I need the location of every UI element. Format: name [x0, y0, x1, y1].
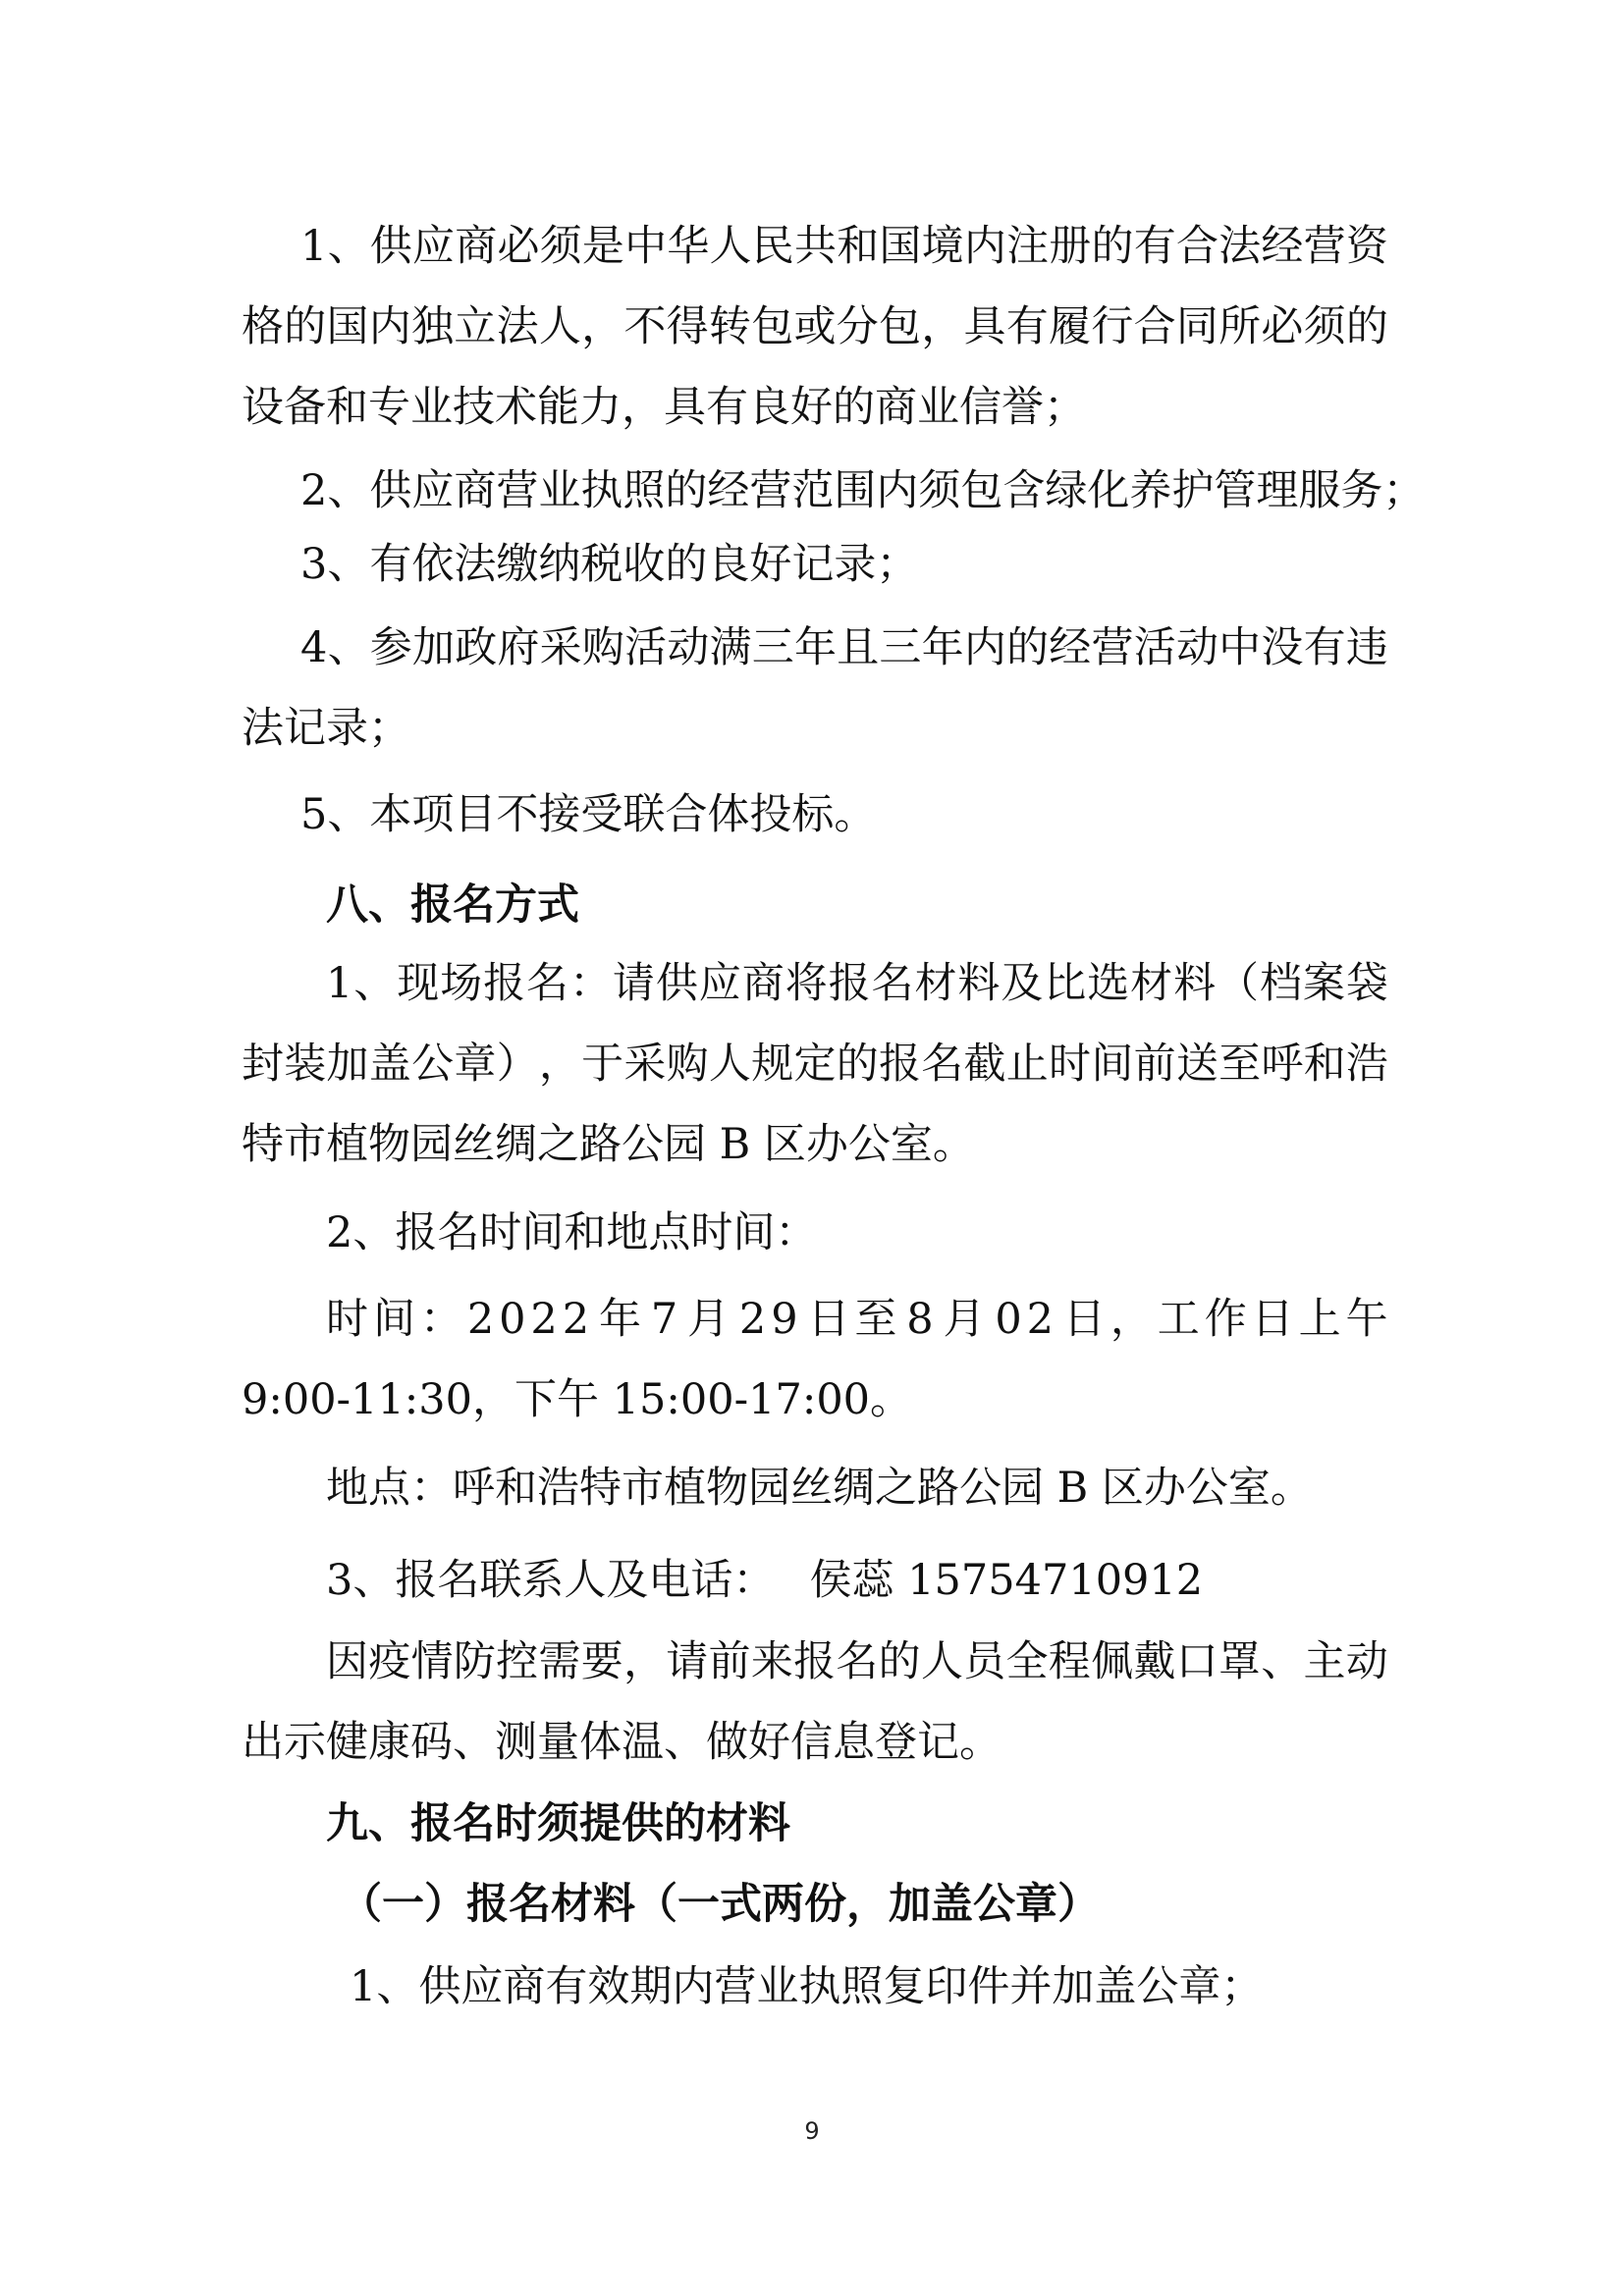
subsection-heading-1: （一）报名材料（一式两份，加盖公章） [340, 1880, 1100, 1929]
paragraph-line-5: 3、有依法缴纳税收的良好记录； [300, 540, 919, 589]
paragraph-line-14: 9:00-11:30，下午 15:00-17:00。 [242, 1375, 913, 1424]
paragraph-line-12: 2、报名时间和地点时间： [326, 1208, 818, 1257]
paragraph-line-3: 设备和专业技术能力，具有良好的商业信誉； [242, 383, 1086, 432]
section-heading-9: 九、报名时须提供的材料 [326, 1799, 790, 1848]
section-heading-8: 八、报名方式 [326, 881, 579, 930]
paragraph-line-13: 时 间 ： 2 0 2 2 年 7 月 2 9 日 至 8 月 0 2 日 ， 工 作 日 上 午 [326, 1295, 1388, 1344]
paragraph-line-18: 出示健康码、测量体温、做好信息登记。 [242, 1718, 1001, 1767]
paragraph-line-7: 法记录； [242, 704, 410, 753]
paragraph-line-8: 5、本项目不接受联合体投标。 [300, 790, 877, 839]
paragraph-line-1: 1 、 供 应 商 必 须 是 中 华 人 民 共 和 国 境 内 注 册 的 有 合 法 经 营 资 [300, 222, 1388, 271]
contact-line: 3、报名联系人及电话： 侯蕊 15754710912 [326, 1556, 1204, 1605]
paragraph-line-9: 1 、 现 场 报 名 ： 请 供 应 商 将 报 名 材 料 及 比 选 材 料 （ 档 案 袋 [326, 959, 1388, 1008]
paragraph-line-15: 地点：呼和浩特市植物园丝绸之路公园 B 区办公室。 [326, 1464, 1313, 1513]
paragraph-line-11: 特市植物园丝绸之路公园 B 区办公室。 [242, 1120, 975, 1169]
page-number: 9 [804, 2117, 820, 2145]
paragraph-line-4: 2、供应商营业执照的经营范围内须包含绿化养护管理服务； [300, 466, 1426, 515]
paragraph-line-21: 1、供应商有效期内营业执照复印件并加盖公章； [350, 1962, 1264, 2011]
paragraph-line-17: 因 疫 情 防 控 需 要 ， 请 前 来 报 名 的 人 员 全 程 佩 戴 口 罩 、 主 动 [326, 1637, 1388, 1686]
paragraph-line-6: 4 、 参 加 政 府 采 购 活 动 满 三 年 且 三 年 内 的 经 营 活 动 中 没 有 违 [300, 623, 1388, 672]
paragraph-line-10: 封 装 加 盖 公 章 ） ， 于 采 购 人 规 定 的 报 名 截 止 时 间 前 送 至 呼 和 浩 [242, 1040, 1388, 1089]
paragraph-line-2: 格 的 国 内 独 立 法 人 ， 不 得 转 包 或 分 包 ， 具 有 履 行 合 同 所 必 须 的 [242, 302, 1388, 351]
